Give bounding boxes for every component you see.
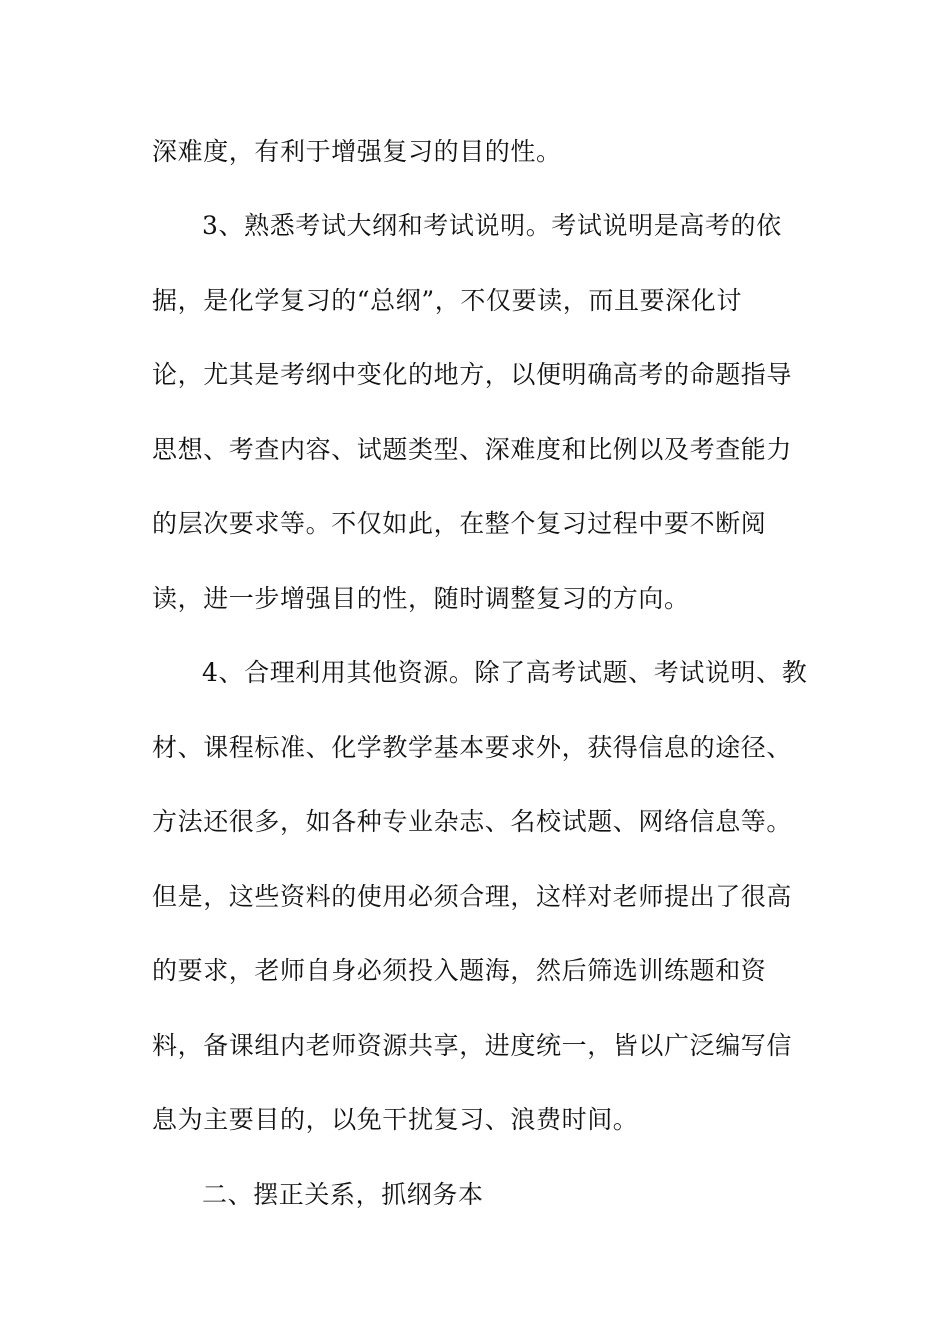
text-line: 据，是化学复习的“总纲”，不仅要读，而且要深化讨 — [152, 286, 742, 315]
text-line: 息为主要目的，以免干扰复习、浪费时间。 — [152, 1105, 639, 1134]
text-line: 读，进一步增强目的性，随时调整复习的方向。 — [152, 584, 690, 613]
text-line: 料，备课组内老师资源共享，进度统一，皆以广泛编写信 — [152, 1031, 793, 1060]
text-line: 材、课程标准、化学教学基本要求外，获得信息的途径、 — [152, 733, 793, 762]
section-heading: 二、摆正关系，抓纲务本 — [202, 1180, 484, 1209]
text-line: 深难度，有利于增强复习的目的性。 — [152, 137, 562, 166]
paragraph-3-start: 3、熟悉考试大纲和考试说明。考试说明是高考的依 — [202, 211, 782, 240]
text-line: 思想、考查内容、试题类型、深难度和比例以及考查能力 — [152, 435, 793, 464]
text-line: 但是，这些资料的使用必须合理，这样对老师提出了很高 — [152, 882, 793, 911]
text-line: 的层次要求等。不仅如此，在整个复习过程中要不断阅 — [152, 509, 767, 538]
text-line: 论，尤其是考纲中变化的地方，以便明确高考的命题指导 — [152, 360, 793, 389]
text-line: 的要求，老师自身必须投入题海，然后筛选训练题和资 — [152, 956, 767, 985]
paragraph-4-start: 4、合理利用其他资源。除了高考试题、考试说明、教 — [202, 658, 808, 687]
text-line: 方法还很多，如各种专业杂志、名校试题、网络信息等。 — [152, 807, 793, 836]
